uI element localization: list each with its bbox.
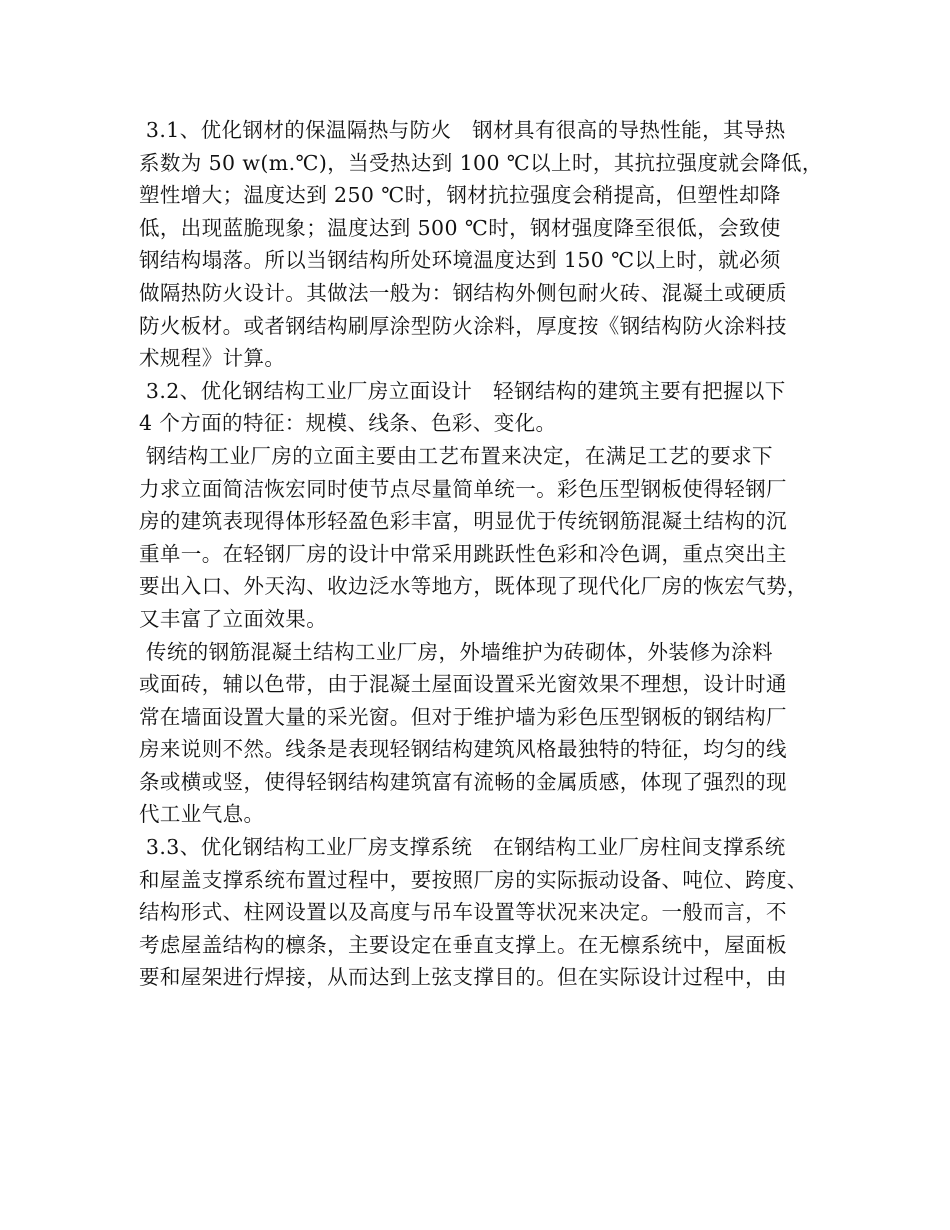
text-line: 3.1、优化钢材的保温隔热与防火 钢材具有很高的导热性能，其导热 — [139, 118, 786, 142]
text-line: 塑性增大；温度达到 250 ℃时，钢材抗拉强度会稍提高，但塑性却降 — [139, 183, 781, 208]
text-line: 常在墙面设置大量的采光窗。但对于维护墙为彩色压型钢板的钢结构厂 — [139, 704, 787, 729]
text-line: 低，出现蓝脆现象；温度达到 500 ℃时，钢材强度降至很低，会致使 — [139, 215, 781, 240]
text-line: 又丰富了立面效果。 — [139, 606, 328, 631]
text-line: 考虑屋盖结构的檩条，主要设定在垂直支撑上。在无檩系统中，屋面板 — [139, 932, 787, 957]
text-line: 要和屋架进行焊接，从而达到上弦支撑目的。但在实际设计过程中，由 — [139, 965, 787, 990]
text-line: 和屋盖支撑系统布置过程中，要按照厂房的实际振动设备、吨位、跨度、 — [139, 867, 808, 892]
body-text — [139, 114, 829, 994]
text-line: 4 个方面的特征：规模、线条、色彩、变化。 — [139, 411, 557, 436]
text-line: 钢结构工业厂房的立面主要由工艺布置来决定，在满足工艺的要求下 — [139, 443, 773, 468]
text-line: 3.3、优化钢结构工业厂房支撑系统 在钢结构工业厂房柱间支撑系统 — [139, 835, 786, 860]
text-line: 房的建筑表现得体形轻盈色彩丰富，明显优于传统钢筋混凝土结构的沉 — [139, 509, 787, 534]
text-line: 做隔热防火设计。其做法一般为：钢结构外侧包耐火砖、混凝土或硬质 — [139, 280, 787, 305]
text-line: 系数为 50 w(m.℃)，当受热达到 100 ℃以上时，其抗拉强度就会降低， — [139, 150, 823, 175]
text-line: 条或横或竖，使得轻钢结构建筑富有流畅的金属质感，体现了强烈的现 — [139, 769, 787, 794]
text-line: 重单一。在轻钢厂房的设计中常采用跳跃性色彩和冷色调，重点突出主 — [139, 541, 787, 566]
text-line: 房来说则不然。线条是表现轻钢结构建筑风格最独特的特征，均匀的线 — [139, 737, 787, 762]
text-line: 或面砖，辅以色带，由于混凝土屋面设置采光窗效果不理想，设计时通 — [139, 672, 787, 697]
text-line: 代工业气息。 — [139, 802, 265, 827]
text-line: 结构形式、柱网设置以及高度与吊车设置等状况来决定。一般而言，不 — [139, 900, 787, 925]
text-line: 钢结构塌落。所以当钢结构所处环境温度达到 150 ℃以上时，就必须 — [139, 248, 781, 273]
text-line: 力求立面简洁恢宏同时使节点尽量简单统一。彩色压型钢板使得轻钢厂 — [139, 476, 787, 501]
text-line: 防火板材。或者钢结构刷厚涂型防火涂料，厚度按《钢结构防火涂料技 — [139, 313, 787, 338]
text-line: 3.2、优化钢结构工业厂房立面设计 轻钢结构的建筑主要有把握以下 — [139, 378, 786, 403]
text-line: 传统的钢筋混凝土结构工业厂房，外墙维护为砖砌体，外装修为涂料 — [139, 639, 773, 664]
text-line: 术规程》计算。 — [139, 346, 286, 371]
text-line: 要出入口、外天沟、收边泛水等地方，既体现了现代化厂房的恢宏气势， — [139, 574, 808, 599]
